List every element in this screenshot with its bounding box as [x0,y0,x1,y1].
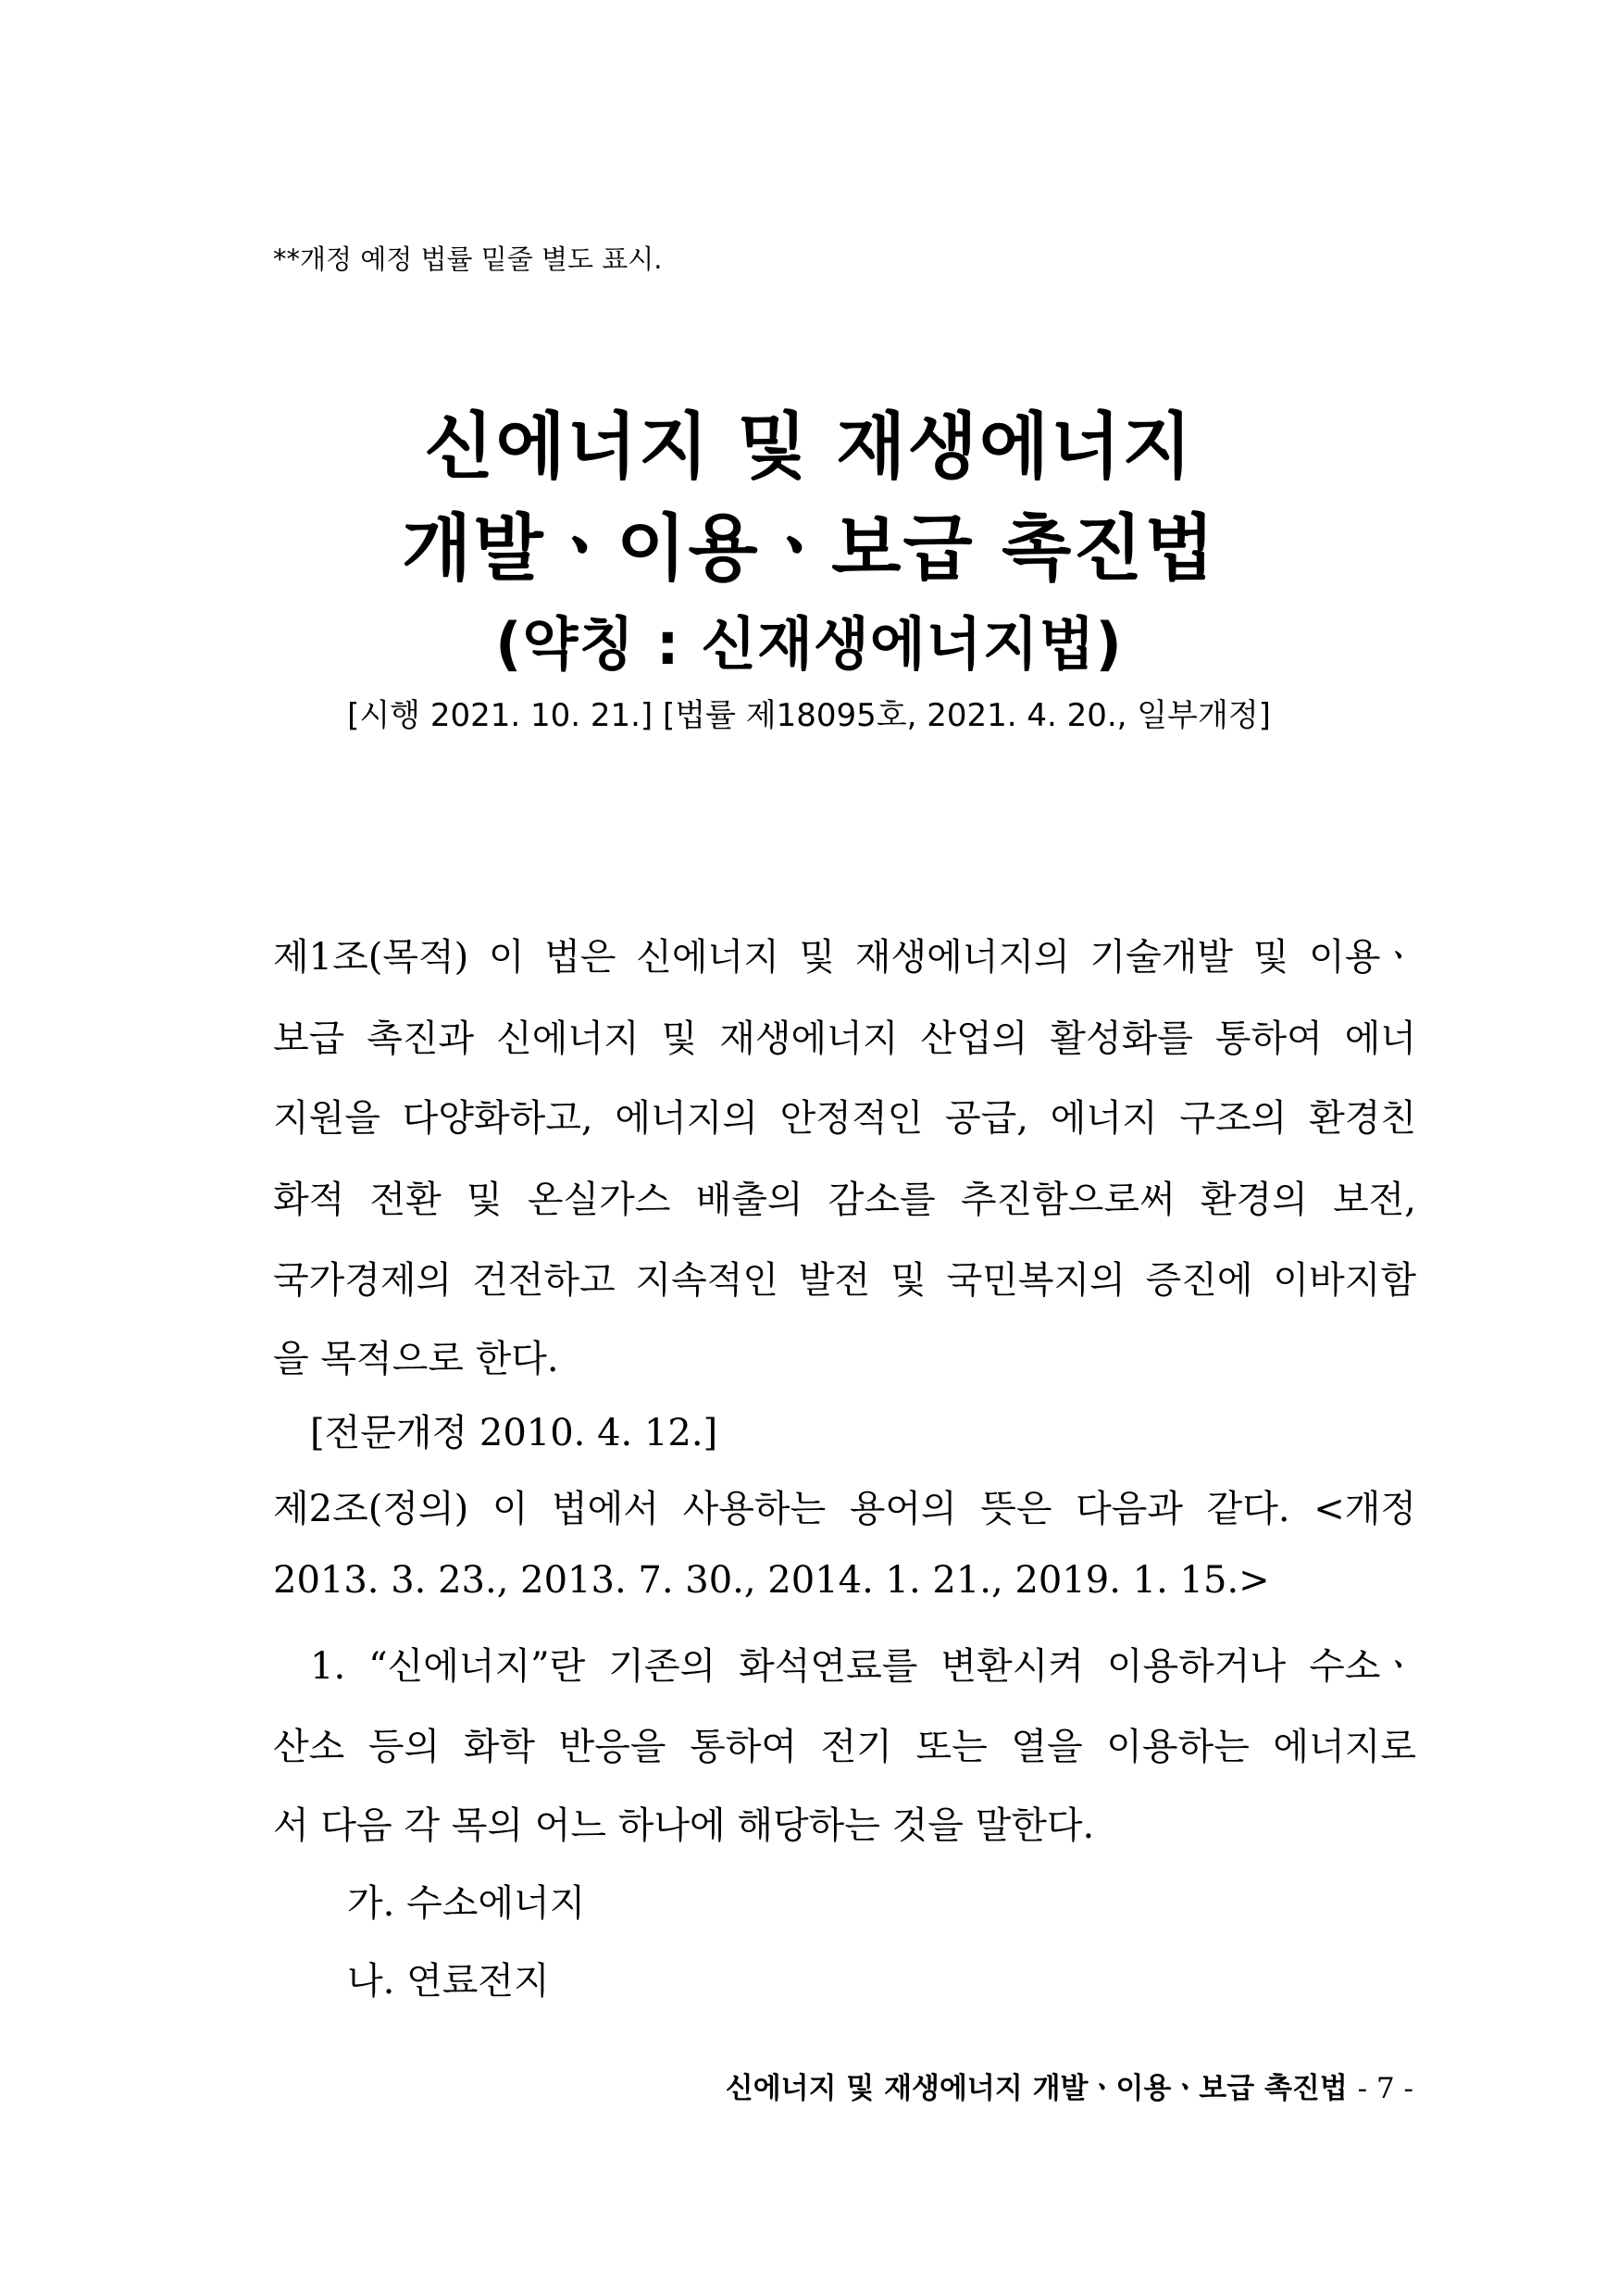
article-1-line: 보급 촉진과 신에너지 및 재생에너지 산업의 활성화를 통하여 에너 [273,1017,1416,1060]
article-2-line: 제2조(정의) 이 법에서 사용하는 용어의 뜻은 다음과 같다. <개정 [273,1488,1416,1530]
item-1-line: 1. “신에너지”란 기존의 화석연료를 변환시켜 이용하거나 수소ㆍ [310,1645,1416,1688]
subitem-ga: 가. 수소에너지 [347,1882,586,1925]
enactment-info: [시행 2021. 10. 21.] [법률 제18095호, 2021. 4. 20., 일부개정] [347,697,1271,734]
item-1-line: 산소 등의 화학 반응을 통하여 전기 또는 열을 이용하는 에너지로 [273,1726,1416,1768]
article-2-line: 2013. 3. 23., 2013. 7. 30., 2014. 1. 21., 2019. 1. 15.> [273,1559,1270,1602]
article-1-line: 을 목적으로 한다. [273,1338,559,1380]
law-title-line-2: 개발ㆍ이용ㆍ보급 촉진법 [402,507,1216,591]
page-number: - 7 - [1357,2072,1413,2105]
law-short-title: (약칭 : 신재생에너지법) [495,610,1123,678]
article-1-line: 지원을 다양화하고, 에너지의 안정적인 공급, 에너지 구조의 환경친 [273,1097,1416,1140]
law-title-line-1: 신에너지 및 재생에너지 [424,406,1194,489]
amendment-note: **개정 예정 법률 밑줄 별도 표시. [273,243,663,275]
subitem-na: 나. 연료전지 [347,1960,550,2003]
article-1-line: 제1조(목적) 이 법은 신에너지 및 재생에너지의 기술개발 및 이용ㆍ [273,936,1416,979]
article-1-amendment: [전문개정 2010. 4. 12.] [310,1412,718,1454]
item-1-line: 서 다음 각 목의 어느 하나에 해당하는 것을 말한다. [273,1804,1095,1847]
page-footer [726,2065,1413,2106]
article-1-line: 화적 전환 및 온실가스 배출의 감소를 추진함으로써 환경의 보전, [273,1179,1416,1221]
article-1-line: 국가경제의 건전하고 지속적인 발전 및 국민복지의 증진에 이바지함 [273,1259,1416,1302]
footer-law-name: 신에너지 및 재생에너지 개발ㆍ이용ㆍ보급 촉진법 [725,2072,1348,2105]
